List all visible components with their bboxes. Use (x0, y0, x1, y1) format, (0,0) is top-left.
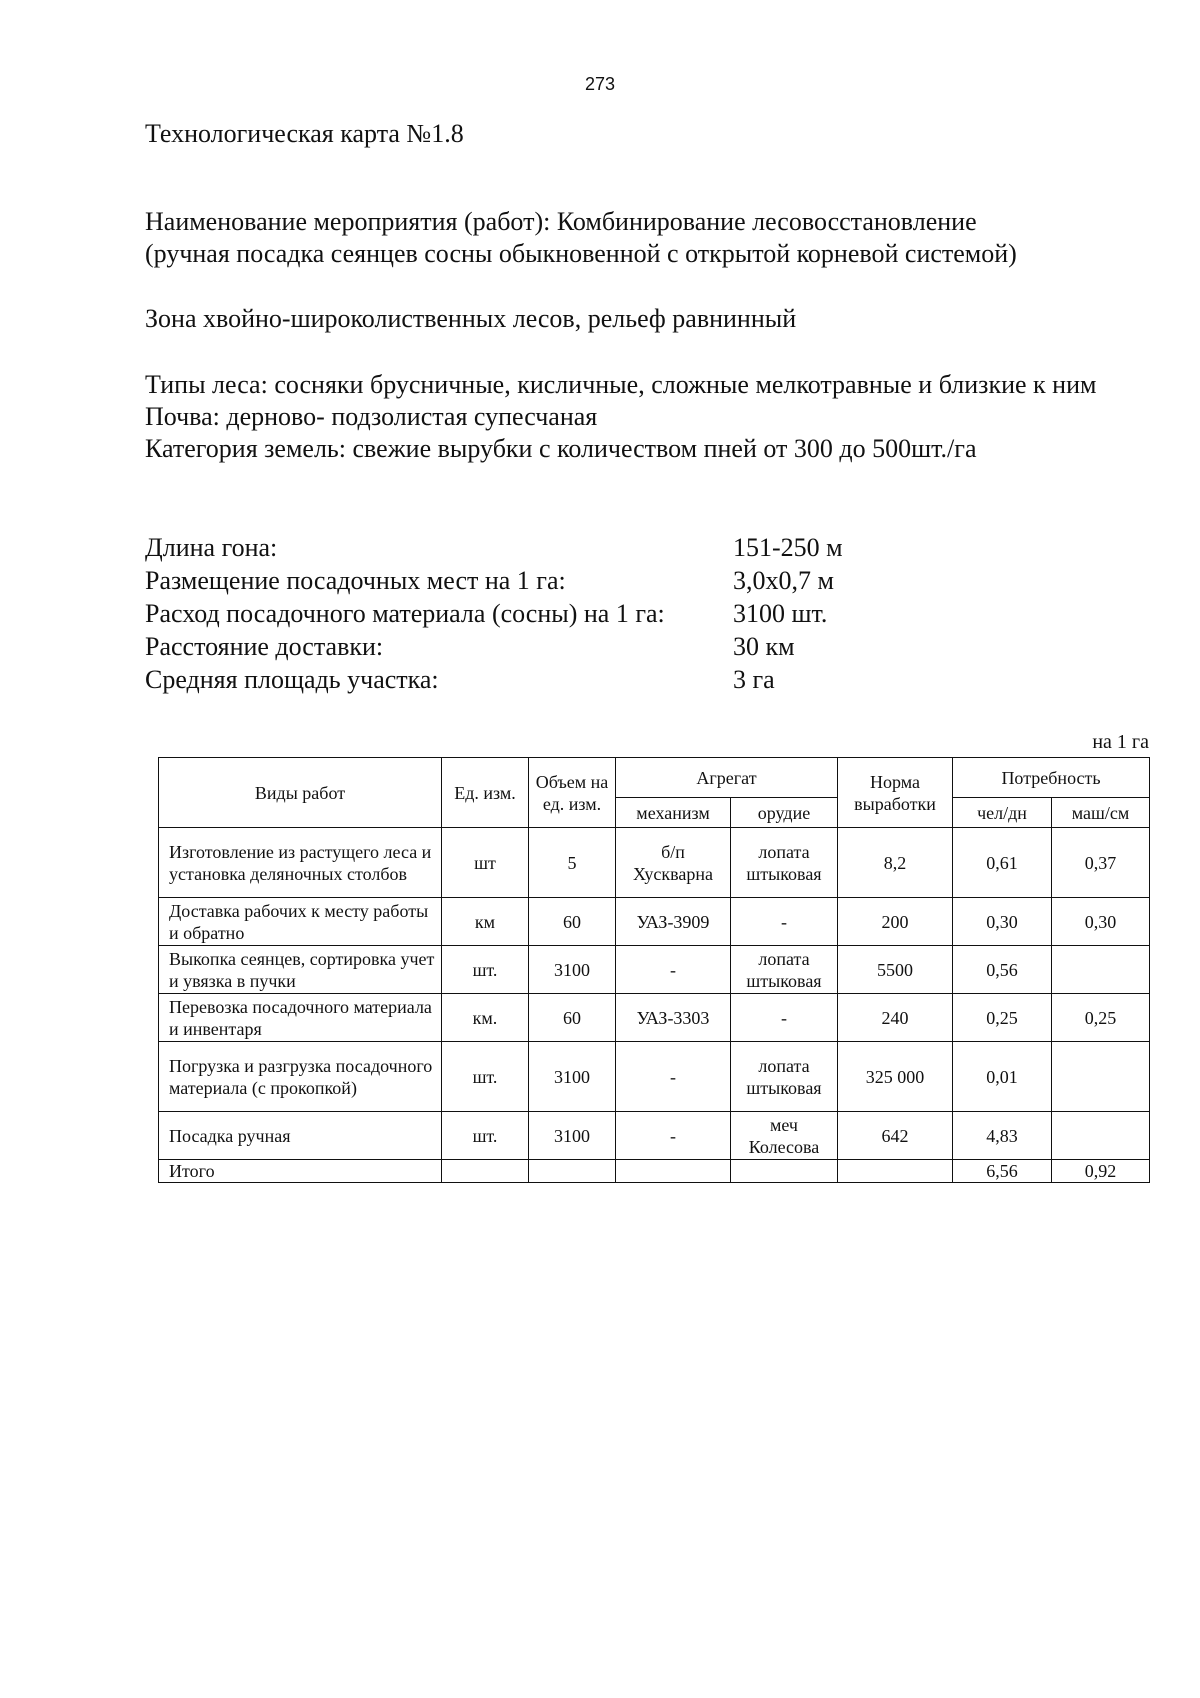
cell-machine-shifts: 0,25 (1052, 994, 1150, 1042)
cell-man-days: 0,30 (953, 898, 1052, 946)
cell-volume: 60 (529, 994, 616, 1042)
param-label: Средняя площадь участка: (145, 665, 439, 694)
param-value: 3,0х0,7 м (733, 566, 834, 595)
param-value: 151-250 м (733, 533, 843, 562)
param-label: Расход посадочного материала (сосны) на 1 га: (145, 599, 665, 628)
table-total-row (159, 1160, 1150, 1183)
document-title: Технологическая карта №1.8 (145, 119, 464, 148)
cell-unit: км. (442, 994, 529, 1042)
cell-mechanism: б/п Хускварна (616, 828, 731, 898)
header-machine-shifts: маш/см (1052, 798, 1150, 828)
cell-volume: 3100 (529, 1042, 616, 1112)
header-man-days: чел/дн (953, 798, 1052, 828)
table-row (159, 1042, 1150, 1112)
forest-zone: Зона хвойно-широколиственных лесов, рельеф равнинный (145, 304, 797, 333)
header-norm: Норма выработки (838, 758, 953, 828)
activity-description (145, 206, 1145, 270)
cell-empty (731, 1160, 838, 1183)
cell-work: Посадка ручная (159, 1112, 442, 1160)
table-row (159, 946, 1150, 994)
cell-unit: км (442, 898, 529, 946)
cell-mechanism: УАЗ-3303 (616, 994, 731, 1042)
header-volume: Объем на ед. изм. (529, 758, 616, 828)
param-row (145, 565, 1145, 598)
param-row (145, 664, 1145, 697)
activity-line-2: (ручная посадка сеянцев сосны обыкновенной с открытой корневой системой) (145, 239, 1017, 268)
param-value: 3 га (733, 665, 775, 694)
param-label: Длина гона: (145, 533, 278, 562)
cell-mechanism: - (616, 1042, 731, 1112)
cell-empty (838, 1160, 953, 1183)
cell-total-label: Итого (159, 1160, 442, 1183)
cell-empty (616, 1160, 731, 1183)
cell-work: Погрузка и разгрузка посадочного материала (с прокопкой) (159, 1042, 442, 1112)
table-row (159, 828, 1150, 898)
page-number: 273 (584, 74, 616, 94)
cell-volume: 5 (529, 828, 616, 898)
forest-conditions (145, 369, 1145, 465)
header-unit: Ед. изм. (442, 758, 529, 828)
cell-work: Изготовление из растущего леса и установка деляночных столбов (159, 828, 442, 898)
cell-unit: шт. (442, 1112, 529, 1160)
cell-machine-shifts (1052, 1042, 1150, 1112)
param-label: Размещение посадочных мест на 1 га: (145, 566, 566, 595)
cell-work: Выкопка сеянцев, сортировка учет и увязка в пучки (159, 946, 442, 994)
param-row (145, 598, 1145, 631)
cell-mechanism: - (616, 946, 731, 994)
header-mechanism: механизм (616, 798, 731, 828)
activity-line-1: Наименование мероприятия (работ): Комбинирование лесовосстановление (145, 207, 977, 236)
cell-man-days: 0,61 (953, 828, 1052, 898)
cell-volume: 3100 (529, 1112, 616, 1160)
cell-empty (529, 1160, 616, 1183)
param-value: 3100 шт. (733, 599, 828, 628)
cell-machine-shifts: 0,37 (1052, 828, 1150, 898)
cell-norm: 642 (838, 1112, 953, 1160)
table-row (159, 994, 1150, 1042)
cell-unit: шт (442, 828, 529, 898)
cell-tool: - (731, 898, 838, 946)
table-row (159, 1112, 1150, 1160)
cell-machine-shifts: 0,30 (1052, 898, 1150, 946)
cell-man-days: 0,25 (953, 994, 1052, 1042)
cell-man-days: 0,01 (953, 1042, 1052, 1112)
header-need: Потребность (953, 758, 1150, 798)
param-label: Расстояние доставки: (145, 632, 384, 661)
work-table (158, 757, 1150, 1183)
header-aggregate: Агрегат (616, 758, 838, 798)
cell-man-days: 4,83 (953, 1112, 1052, 1160)
cell-tool: лопата штыковая (731, 1042, 838, 1112)
table-unit-note: на 1 га (1092, 731, 1149, 753)
cell-mechanism: - (616, 1112, 731, 1160)
header-tool: орудие (731, 798, 838, 828)
param-value: 30 км (733, 632, 795, 661)
forest-types: Типы леса: сосняки брусничные, кисличные, сложные мелкотравные и близкие к ним (145, 370, 1097, 399)
cell-volume: 60 (529, 898, 616, 946)
header-work-types: Виды работ (159, 758, 442, 828)
cell-norm: 240 (838, 994, 953, 1042)
cell-total-man-days: 6,56 (953, 1160, 1052, 1183)
cell-unit: шт. (442, 946, 529, 994)
soil-type: Почва: дерново- подзолистая супесчаная (145, 402, 598, 431)
cell-norm: 5500 (838, 946, 953, 994)
cell-total-machine-shifts: 0,92 (1052, 1160, 1150, 1183)
cell-norm: 200 (838, 898, 953, 946)
cell-unit: шт. (442, 1042, 529, 1112)
cell-machine-shifts (1052, 946, 1150, 994)
cell-empty (442, 1160, 529, 1183)
param-row (145, 532, 1145, 565)
cell-work: Доставка рабочих к месту работы и обратно (159, 898, 442, 946)
cell-tool: меч Колесова (731, 1112, 838, 1160)
cell-norm: 8,2 (838, 828, 953, 898)
cell-work: Перевозка посадочного материала и инвентаря (159, 994, 442, 1042)
cell-norm: 325 000 (838, 1042, 953, 1112)
cell-tool: лопата штыковая (731, 946, 838, 994)
parameters-list (145, 532, 1145, 697)
cell-volume: 3100 (529, 946, 616, 994)
param-row (145, 631, 1145, 664)
cell-tool: - (731, 994, 838, 1042)
cell-tool: лопата штыковая (731, 828, 838, 898)
land-category: Категория земель: свежие вырубки с количеством пней от 300 до 500шт./га (145, 434, 977, 463)
table-row (159, 898, 1150, 946)
cell-machine-shifts (1052, 1112, 1150, 1160)
cell-man-days: 0,56 (953, 946, 1052, 994)
cell-mechanism: УАЗ-3909 (616, 898, 731, 946)
